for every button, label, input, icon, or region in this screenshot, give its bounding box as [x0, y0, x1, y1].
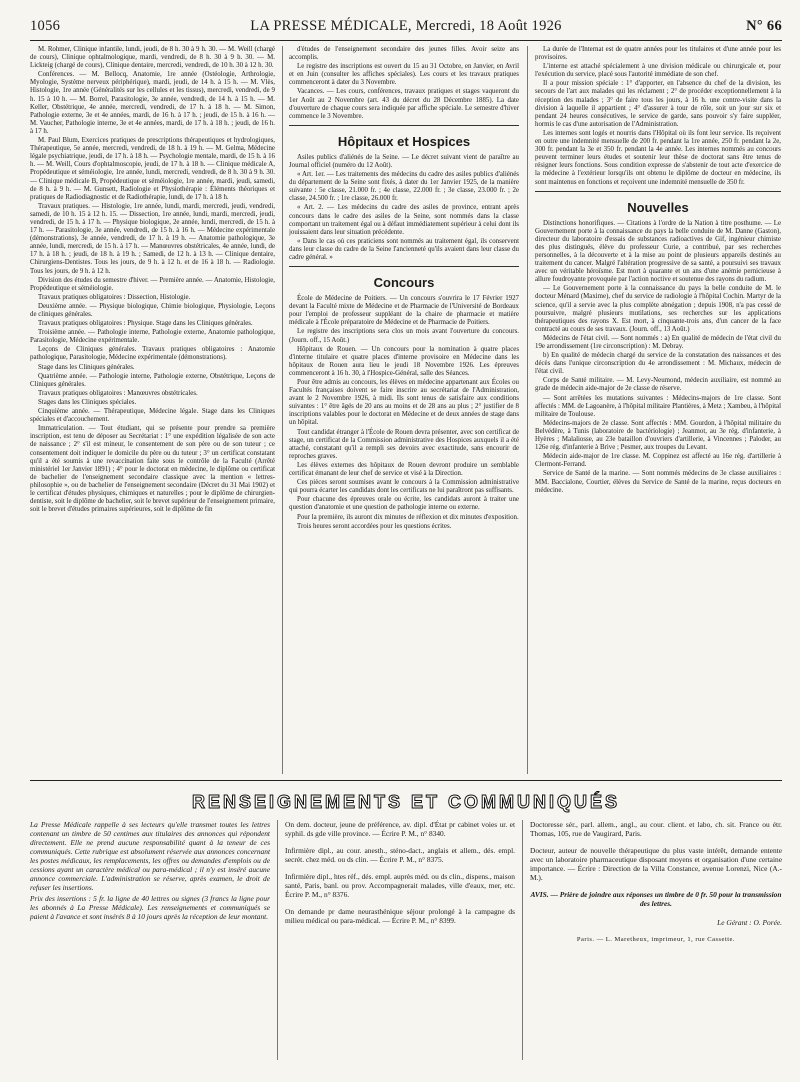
column-divider	[522, 820, 523, 1060]
paragraph: Hôpitaux de Rouen. — Un concours pour la nomination à quatre places d'interne titulaire et quatre places d'interne provisoire en Médecine dans les hôpitaux de Rouen aura lieu le jeudi 18 Novembre 1926. Les épreuves commenceront à 16 h. 30, à l'Hospice-Général, salle des Séances.	[289, 345, 519, 377]
paragraph: Les élèves externes des hôpitaux de Rouen devront produire un semblable certificat émanant de leur chef de service et visé à la Direction.	[289, 461, 519, 478]
paragraph: Médecins de l'état civil. — Sont nommés : a) En qualité de médecin de l'état civil du 19e arrondissement (1re circonscription) : M. Debray.	[535, 334, 781, 350]
classifieds-column	[285, 820, 515, 933]
page-number: 1056	[30, 18, 61, 34]
paragraph: Leçons de Cliniques générales. Travaux pratiques obligatoires : Anatomie pathologique, Parasitologie, Médecine expérimentale (démonstrations).	[30, 346, 275, 362]
header-rule	[30, 40, 782, 41]
banner-title: RENSEIGNEMENTS ET COMMUNIQUÉS	[191, 792, 621, 812]
column-divider	[282, 46, 283, 774]
paragraph: Stages dans les Cliniques spéciales.	[38, 398, 137, 406]
paragraph: Immatriculation. — Tout étudiant, qui se présente pour prendre sa première inscription, est tenu de déposer au Secrétariat : 1° une expédition légalisée de son acte de naissance ; 2° s'il est mineur, le consentement de son père ou de son tuteur ; ce consentement doit indiquer le domicile du père ou du tuteur ; 3° un certificat constatant qu'il a été soumis à une revaccination faite sous le contrôle de la Faculté (Arrêté ministériel 1er Janvier 1891) ; 4° pour le doctorat en médecine, le diplôme ou certificat de bachelier de l'enseignement secondaire classique avec la mention « lettres-philosophie », ou de bachelier de l'enseignement secondaire (Décret du 31 Mai 1902) et le certificat d'études physiques, chimiques et naturelles ; pour le diplôme de chirurgien-dentiste, soit le diplôme de bachelier, soit le brevet supérieur de l'enseignement primaire, soit le brevet d'études primaires supérieures, soit le diplôme de fin	[30, 425, 275, 514]
notice-prices: Prix des insertions : 5 fr. la ligne de 40 lettres ou signes (3 francs la ligne pour les abonnés à La Presse Médicale). Les renseignements et communiqués se paient à l'avance et sont insérés 8 à 10 jours après la réception de leur montant.	[30, 894, 270, 921]
paragraph: Le registre des inscriptions est ouvert du 15 au 31 Octobre, en Janvier, en Avril et en Juin (consulter les affiches spéciales). Les cours et les travaux pratiques commenceront à dater du 3 Novembre.	[289, 63, 519, 87]
section-rule	[289, 125, 519, 126]
section-heading-nouvelles: Nouvelles	[627, 199, 689, 215]
issue-number: N° 66	[746, 18, 782, 34]
paragraph: Troisième année. — Pathologie interne, Pathologie externe, Anatomie pathologique, Parasitologie, Médecine expérimentale.	[30, 329, 275, 345]
paragraph: La durée de l'Internat est de quatre années pour les titulaires et d'une année pour les provisoires.	[535, 46, 781, 62]
paragraph: Distinctions honorifiques. — Citations à l'ordre de la Nation à titre posthume. — Le Gouvernement porte à la connaissance du pays la belle conduite de M. Danne (Gaston), directeur du laboratoire d'essais de substances radioactives de Gif, ingénieur chimiste des plus distingués, élève du professeur Curie, a contribué, par ses recherches personnelles, à la découverte et à la mise au point de plusieurs appareils destinés au traitement du cancer. Malgré l'altération progressive de sa santé, a poursuivi ses travaux avec un véritable héroïsme. Est mort à quarante et un ans d'une anémie pernicieuse à allure foudroyante provoquée par l'action noctive et soutenue des rayons du radium.	[535, 219, 781, 284]
paragraph: Pour chacune des épreuves orale ou écrite, les candidats auront à traiter une question d'anatomie et une question de pathologie interne ou externe.	[289, 496, 519, 512]
section-heading-hopitaux: Hôpitaux et Hospices	[337, 133, 471, 149]
paragraph: b) En qualité de médecin chargé du service de la constatation des naissances et des décès dans l'unique circonscription du 4e arrondissement : M. Michaux, médecin de l'état civil.	[535, 352, 781, 376]
paragraph: Stage dans les Cliniques générales.	[38, 363, 135, 371]
paragraph: Conférences. — M. Bellocq, Anatomie, 1re année (Ostéologie, Arthrologie, Myologie, Système nerveux périphérique), mardi, jeudi, de 14 h. à 15 h. — M. Vlès, Histologie, 1re année (Généralités sur les cellules et les tissus), mercredi, vendredi, de 9 h. 15 à 10 h. — M. Borrel, Parasitologie, 3e année, vendredi, de 14 h. à 15 h. — M. Keller, Obstétrique, 4e année, mercredi, vendredi, de 17 h. à 18 h. — M. Simon, Pathologie externe, 3e et 4e années, mardi, de 16 h. à 17 h. ; jeudi, de 15 h. à 16 h. — M. Vaucher, Pathologie interne, 3e et 4e années, mardi, de 17 h. à 18 h. ; jeudi, de 16 h. à 17 h.	[30, 71, 275, 135]
classified-ad: Infirmière dipl., htes réf., dés. empl. auprès méd. ou ds clin., dispens., maison santé, Paris, banl. ou prov. Accompagnerait malades, ville d'eaux, mer, etc. Écrire P. M., n° 8376.	[285, 872, 515, 899]
paragraph: Il a pour mission spéciale : 1° d'apporter, en l'absence du chef de la division, les secours de l'art aux malades qui les réclament ; 2° de procéder exceptionnellement à la réception des malades ; 3° de faire tous les jours, à 16 h. une contre-visite dans la division à laquelle il appartient ; 4° d'assurer à tour de rôle, soit un jour sur six et pendant 24 heures consécutives, le service de garde, sans pouvoir s'y faire suppléer, hormis le cas d'une autorisation de l'Administration.	[535, 80, 781, 128]
column-3	[535, 46, 781, 774]
paragraph: M. Rohmer, Clinique infantile, lundi, jeudi, de 8 h. 30 à 9 h. 30. — M. Weill (chargé de cours), Clinique ophtalmologique, mardi, vendredi, de 8 h. 30 à 9 h. 30. — M. Lickteig (chargé de cours), Clinique dentaire, mercredi, vendredi, de 10 h. 30 à 12 h. 30.	[30, 46, 275, 70]
paragraph: Trois heures seront accordées pour les questions écrites.	[297, 522, 452, 530]
notice-column	[30, 820, 270, 923]
paragraph: Vacances. — Les cours, conférences, travaux pratiques et stages vaqueront du 1er Août au 2 Novembre (art. 43 du décret du 28 Décembre 1885). La date d'ouverture de chaque cours sera indiquée par affiche spéciale. Le semestre d'hiver commence le 3 Novembre.	[289, 88, 519, 120]
notice-text: La Presse Médicale rappelle à ses lecteurs qu'elle transmet toutes les lettres contenant un timbre de 50 centimes aux titulaires des annonces qui répondent directement. Elle ne prend aucune responsabilité quant à la teneur de ces communiqués. Cette rubrique est absolument réservée aux annonces concernant les postes médicaux, les remplacements, les offres ou demandes d'emplois ou de cessions ayant un caractère médical ou para-médical ; il n'y est inséré aucune annonce commerciale. L'administration se réserve, après examen, le droit de refuser les insertions.	[30, 820, 270, 892]
column-divider	[277, 820, 278, 1060]
paragraph: Travaux pratiques obligatoires : Dissection, Histologie.	[38, 293, 191, 301]
paragraph: Médecins-majors de 2e classe. Sont affectés : MM. Gourdon, à l'hôpital militaire du Belvédère, à Tunis (laboratoire de bactériologie) ; Jeanmot, au 3e rég. d'infanterie, à Hyères ; Malaliosse, au 23e bataillon d'ouvriers d'artillerie, à Vincennes ; Paloder, au 126e rég. d'infanterie à Brive ; Pesmer, aux troupes du Levant.	[535, 419, 781, 452]
classified-ad: Doctoresse sér., parl. allem., angl., au cour. client. et labo, ch. sit. France ou étr. Thomas, 105, rue de Vaugirard, Paris.	[530, 820, 782, 838]
paragraph: Deuxième année. — Physique biologique, Chimie biologique, Physiologie, Leçons de cliniques générales.	[30, 302, 275, 318]
paragraph: — Sont arrêtées les mutations suivantes : Médecins-majors de 1re classe. Sont affectés : MM. de Lagoanère, à l'hôpital militaire Plantières, à Metz ; Xambeu, à l'hôpital militaire de Toulouse.	[535, 394, 781, 418]
printer-imprint: Paris. — L. Maretheux, imprimeur, 1, rue Cassette.	[576, 936, 736, 943]
paragraph: d'études de l'enseignement secondaire des jeunes filles. Avoir seize ans accomplis.	[289, 46, 519, 62]
paragraph: Travaux pratiques. — Histologie, 1re année, lundi, mardi, mercredi, jeudi, vendredi, samedi, de 10 h. 15 à 12 h. 15. — Dissection, 1re année, lundi, mardi, mercredi, jeudi, vendredi, de 15 h. à 17 h. — Physique biologique, 2e année, lundi, mercredi, de 15 h. à 17 h. — Parasitologie, 3e année, vendredi, de 15 h. à 16 h. — Médecine expérimentale (démonstrations), 3e année, vendredi, de 17 h. à 19 h. — Anatomie pathologique, 3e année, lundi, mercredi, de 15 h. à 17 h. — Manœuvres obstétricales, 4e année, lundi, de 17 h. à 18 h. ; jeudi, de 18 h. à 19 h. ; Samedi, de 12 h. à 13 h. — Clinique dentaire, Chirurgiens-Dentistes. Tous les jours, de 9 h. à 12 h. et de 16 à 18 h. — Radiologie. Tous les jours, de 9 h. à 12 h.	[30, 202, 275, 275]
column-1	[30, 46, 275, 774]
avis-notice: AVIS. — Prière de joindre aux réponses un timbre de 0 fr. 50 pour la transmission des lettres.	[530, 890, 782, 908]
paragraph: Division des études du semestre d'hiver. — Première année. — Anatomie, Histologie, Propédeutique et séméiologie.	[30, 276, 275, 292]
paragraph: « Dans le cas où ces praticiens sont nommés au traitement égal, ils conservent dans leur classe du cadre de la Seine l'ancienneté qu'ils avaient dans leur classe du cadre général. »	[289, 237, 519, 261]
paragraph: Ces pièces seront soumises avant le concours à la Commission administrative qui pourra écarter les candidats dont les certificats ne lui paraîtront pas suffisants.	[289, 479, 519, 495]
paragraph: « Art. 1er. — Les traitements des médecins du cadre des asiles publics d'aliénés du département de la Seine sont fixés, à dater du 1er Janvier 1925, de la manière suivante : 5e classe, 21.000 fr. ; 4e classe, 22.000 fr. ; 3e classe, 23.000 fr. ; 2e classe, 24.500 fr. ; 1re classe, 26.000 fr.	[289, 171, 519, 203]
paragraph: — Le Gouvernement porte à la connaissance du pays la belle conduite de M. le docteur Ménard (Maxime), chef du service de radiologie à l'hôpital Cochin. Martyr de la science, qu'il a servie avec la plus complète abnégation ; depuis 1908, n'a pas cessé de poursuivre, malgré plusieurs mutilations, ses recherches sur les applications thérapeutiques des rayons X. Est mort, à cinquante-trois ans, d'un cancer de la face contracté au cours de ses travaux. (Journ. off., 13 Août.)	[535, 285, 781, 333]
paragraph: Quatrième année. — Pathologie interne, Pathologie externe, Obstétrique, Leçons de Cliniques générales.	[30, 372, 275, 388]
paragraph: Travaux pratiques obligatoires : Manœuvres obstétricales.	[38, 389, 198, 397]
paragraph: M. Paul Blum, Exercices pratiques de prescriptions thérapeutiques et hydrologiques, Thérapeutique, 5e année, mercredi, vendredi, de 18 h. à 19 h. — M. Gelma, Médecine légale psychiatrique, jeudi, de 17 h. à 18 h. — Psychologie mentale, mardi, de 15 h. à 16 h. — M. Weill, Cours d'ophtalmoscopie, jeudi, de 17 h. à 18 h. — Clinique médicale A, Propédeutique et séméiologie, 1re année, lundi, mercredi, vendredi, de 8 h. 30 à 9 h. 30. — Clinique médicale B, Propédeutique et séméiologie, 1re année, mardi, jeudi, samedi, de 8 h. à 9 h. — M. Gunsett, Radiologie et Physiothérapie : Éléments théoriques et pratiques de Radiodiagnostic et de Radiothérapie, lundi, de 17 h. à 18 h.	[30, 137, 275, 201]
paragraph: Le registre des inscriptions sera clos un mois avant l'ouverture du concours. (Journ. off., 15 Août.)	[289, 328, 519, 344]
banner-rule	[30, 780, 782, 781]
paragraph: Pour la première, ils auront dix minutes de réflexion et dix minutes d'exposition.	[297, 513, 519, 521]
column-divider	[527, 46, 528, 774]
page-header	[30, 18, 782, 38]
paragraph: Médecin aide-major de 1re classe. M. Coppinez est affecté au 16e rég. d'artillerie à Clermont-Ferrand.	[535, 453, 781, 469]
paragraph: Corps de Santé militaire. — M. Levy-Neumond, médecin auxiliaire, est nommé au grade de médecin aide-major de 2e classe de réserve.	[535, 377, 781, 393]
paragraph: Asiles publics d'aliénés de la Seine. — Le décret suivant vient de paraître au Journal officiel (numéro du 12 Août).	[289, 153, 519, 169]
paragraph: Service de Santé de la marine. — Sont nommés médecins de 3e classe auxiliaires : MM. Baccialone, Courtier, élèves du Service de Santé de la marine, reçus docteurs en médecine.	[535, 470, 781, 494]
classified-ad: Docteur, auteur de nouvelle thérapeutique du plus vaste intérêt, demande entente avec un laboratoire pharmaceutique disposant moyens et organisation d'une certaine importance. — Écrire : Direction de la Villa Constance, avenue Lorenzi, Nice (A.-M.).	[530, 846, 782, 882]
section-rule	[535, 191, 781, 192]
paragraph: École de Médecine de Poitiers. — Un concours s'ouvrira le 17 Février 1927 devant la Faculté mixte de Médecine et de Pharmacie de l'Université de Bordeaux pour l'emploi de professeur suppléant de la chaire de pharmacie et matière médicale à l'École préparatoire de Médecine et de Pharmacie de Poitiers.	[289, 295, 519, 327]
paragraph: Travaux pratiques obligatoires : Physique. Stage dans les Cliniques générales.	[38, 320, 253, 328]
classified-ad: On dem. docteur, jeune de préférence, av. dipl. d'État pr cabinet voies ur. et syphil. ds gde ville province. — Écrire P. M., n° 8340.	[285, 820, 515, 838]
gerant-signature: Le Gérant : O. Porée.	[717, 918, 782, 927]
paragraph: Pour être admis au concours, les élèves en médecine appartenant aux Écoles ou Facultés françaises doivent se faire inscrire au secrétariat de l'Administration, avant le 2 Novembre 1926, à midi. Ils sont tenus de satisfaire aux conditions suivantes : 1° être âgés de 20 ans au moins et de 28 ans au plus ; 2° justifier de 8 inscriptions valables pour le doctorat en Médecine et de deux années de stage dans un hôpital.	[289, 379, 519, 427]
paragraph: Les internes sont logés et nourris dans l'Hôpital où ils font leur service. Ils reçoivent en outre une indemnité mensuelle de 200 fr. pendant la 1re année, 250 fr. pendant la 2e, 300 fr. pendant la 3e et 350 fr. pendant la 4e année. Les internes nommés au concours peuvent terminer leurs études et soutenir leur thèse de doctorat sans être tenus de résigner leurs fonctions. Sous condition expresse de s'abstenir de tout acte d'exercice de la médecine à l'extérieur lorsqu'ils ont obtenu le diplôme de docteur en médecine, ils sont maintenus en fonctions et reçoivent une indemnité mensuelle de 350 fr.	[535, 129, 781, 186]
paragraph: Cinquième année. — Thérapeutique, Médecine légale. Stage dans les Cliniques spéciales et d'accouchement.	[30, 408, 275, 424]
classified-ad: Infirmière dipl., au cour. anesth., sténo-dact., anglais et allem., dés. empl. secrét. chez méd. ou ds clin. — Écrire P. M., n° 8375.	[285, 846, 515, 864]
section-rule	[289, 266, 519, 267]
paragraph: Tout candidat étranger à l'École de Rouen devra présenter, avec son certificat de stage, un certificat de la Commission administrative des Hospices auxquels il a été attaché, constatant qu'il a rempli ses devoirs avec exactitude, sans encourir de reproches graves.	[289, 428, 519, 460]
classifieds-column	[530, 820, 782, 944]
column-2	[289, 46, 519, 774]
section-heading-concours: Concours	[373, 275, 435, 291]
paragraph: « Art. 2. — Les médecins du cadre des asiles de province, entrant après concours dans le cadre des asiles de la Seine, sont nommés dans la classe comportant un traitement égal ou à défaut immédiatement supérieur à celui dont ils jouissaient dans leur situation précédente.	[289, 204, 519, 236]
paragraph: L'interne est attaché spécialement à une division médicale ou chirurgicale et, pour l'exécution du service, placé sous l'autorité immédiate de son chef.	[535, 63, 781, 79]
journal-title: LA PRESSE MÉDICALE, Mercredi, 18 Août 1926	[250, 18, 562, 34]
classified-ad: On demande pr dame neurasthénique séjour prolongé à la campagne ds milieu médical ou para-médical. — Écrire P. M., n° 8399.	[285, 907, 515, 925]
